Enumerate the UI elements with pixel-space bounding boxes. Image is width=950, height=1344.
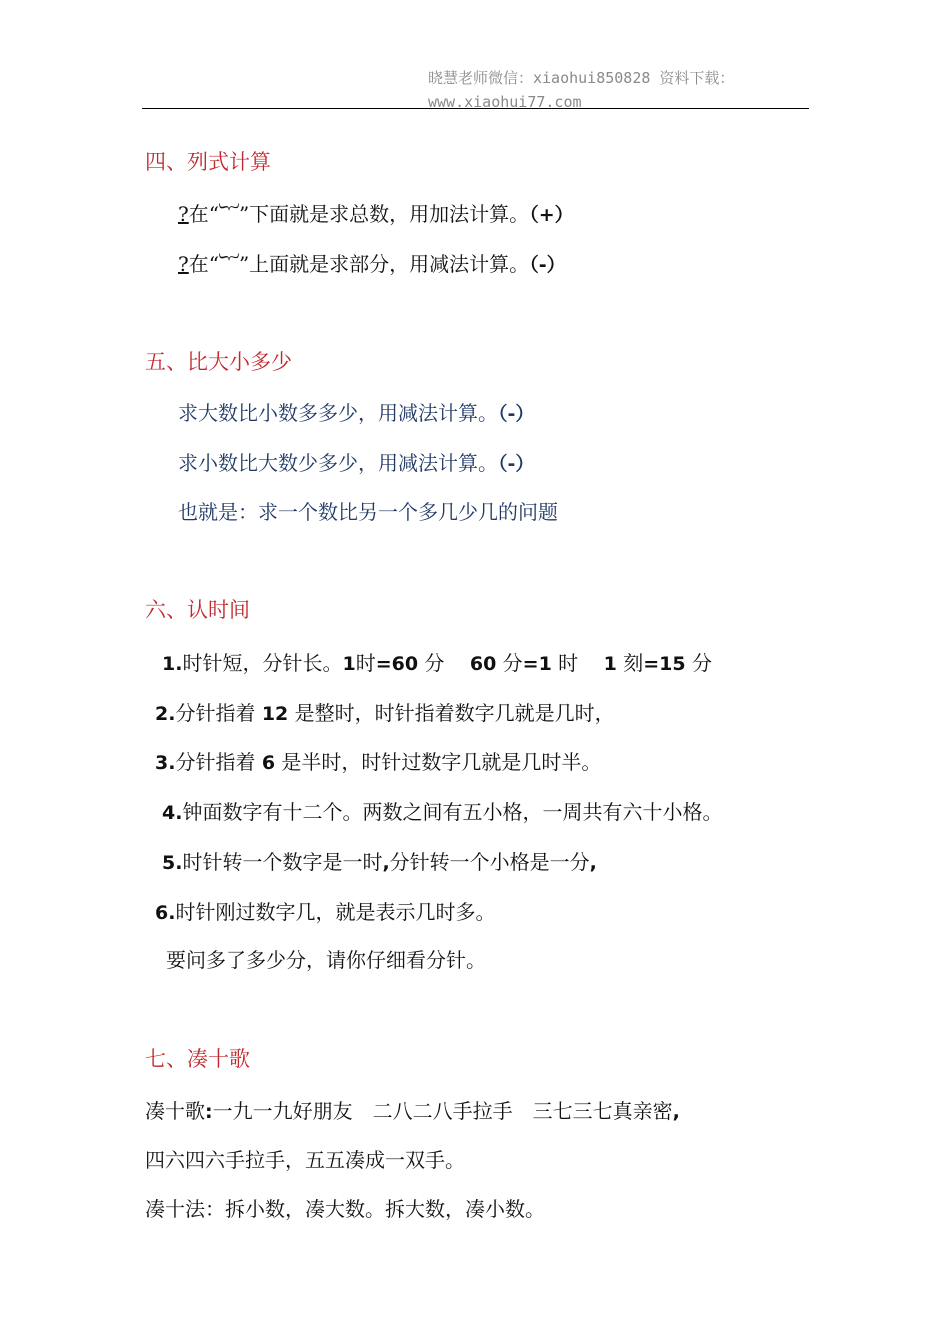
num: 6 [261,752,276,774]
line-text: 在“︸”上面就是求部分，用减法计算。 [188,252,530,276]
num: =1 [522,653,552,675]
section-7-line-1 [145,1095,680,1124]
line-text: 求小数比大数少多少，用减法计算。 [178,451,498,475]
item-text: 分针转一个小格是一分 [389,850,590,874]
line-text: 凑十歌 [145,1099,205,1123]
num: =60 [375,653,419,675]
header-divider [142,108,809,109]
item-number: 4. [162,802,183,824]
unit: 分 [691,651,712,675]
comma: , [672,1101,680,1123]
minus-sign: （-） [498,403,535,425]
section-4-heading: 四、列式计算 [145,150,271,174]
section-4-line-1 [178,198,574,227]
unit: 刻 [623,651,644,675]
unit: 时 [558,651,579,675]
section-7-heading: 七、凑十歌 [145,1047,250,1071]
section-6-item-2 [155,697,615,726]
item-text: 是整时，时针指着数字几就是几时， [294,701,615,725]
item-number: 3. [155,752,176,774]
item-text: 时针转一个数字是一时 [182,850,383,874]
question-mark: ? [178,202,189,226]
item-text: 是半时，时针过数字几就是几时半。 [281,750,602,774]
plus-sign: （+） [529,204,574,226]
section-5-line-2 [178,447,534,476]
colon: : [205,1101,213,1123]
num: 1 [603,653,617,675]
num: 1 [342,653,356,675]
section-6-item-5 [162,846,597,875]
num: 12 [261,703,289,725]
section-4-line-2 [178,248,566,277]
item-text: 时针刚过数字几，就是表示几时多。 [175,900,496,924]
comma: , [382,852,390,874]
item-number: 1. [162,653,183,675]
section-7-line-3: 凑十法：拆小数，凑大数。拆大数，凑小数。 [145,1197,545,1221]
question-mark: ? [178,252,189,276]
item-text: 分针指着 [175,701,256,725]
minus-sign: （-） [498,453,535,475]
unit: 分 [424,651,445,675]
comma: , [589,852,597,874]
item-number: 6. [155,902,176,924]
section-6-item-3 [155,746,601,775]
line-text: 在“︸”下面就是求总数，用加法计算。 [188,202,530,226]
num: 60 [469,653,497,675]
section-6-item-1 [162,647,712,676]
line-text: 求大数比小数多多少，用减法计算。 [178,401,498,425]
section-6-item-6 [155,896,495,925]
item-number: 2. [155,703,176,725]
item-number: 5. [162,852,183,874]
minus-sign: （-） [529,254,566,276]
item-text: 时针短，分针长。 [182,651,343,675]
section-5-line-3: 也就是：求一个数比另一个多几少几的问题 [178,500,558,524]
item-text: 钟面数字有十二个。两数之间有五小格，一周共有六十小格。 [182,800,723,824]
num: =15 [643,653,686,675]
section-6-line-7: 要问多了多少分，请你仔细看分针。 [166,948,486,972]
unit: 时 [355,651,376,675]
section-5-line-1 [178,397,534,426]
item-text: 分针指着 [175,750,256,774]
section-7-line-2: 四六四六手拉手，五五凑成一双手。 [145,1148,465,1172]
section-6-heading: 六、认时间 [145,598,250,622]
page-header-text: 晓慧老师微信：xiaohui850828 资料下载：www.xiaohui77.com [428,69,735,111]
section-6-item-4 [162,796,722,825]
section-5-heading: 五、比大小多少 [145,350,292,374]
unit: 分 [502,651,523,675]
line-text: 一九一九好朋友 二八二八手拉手 三七三七真亲密 [212,1099,673,1123]
